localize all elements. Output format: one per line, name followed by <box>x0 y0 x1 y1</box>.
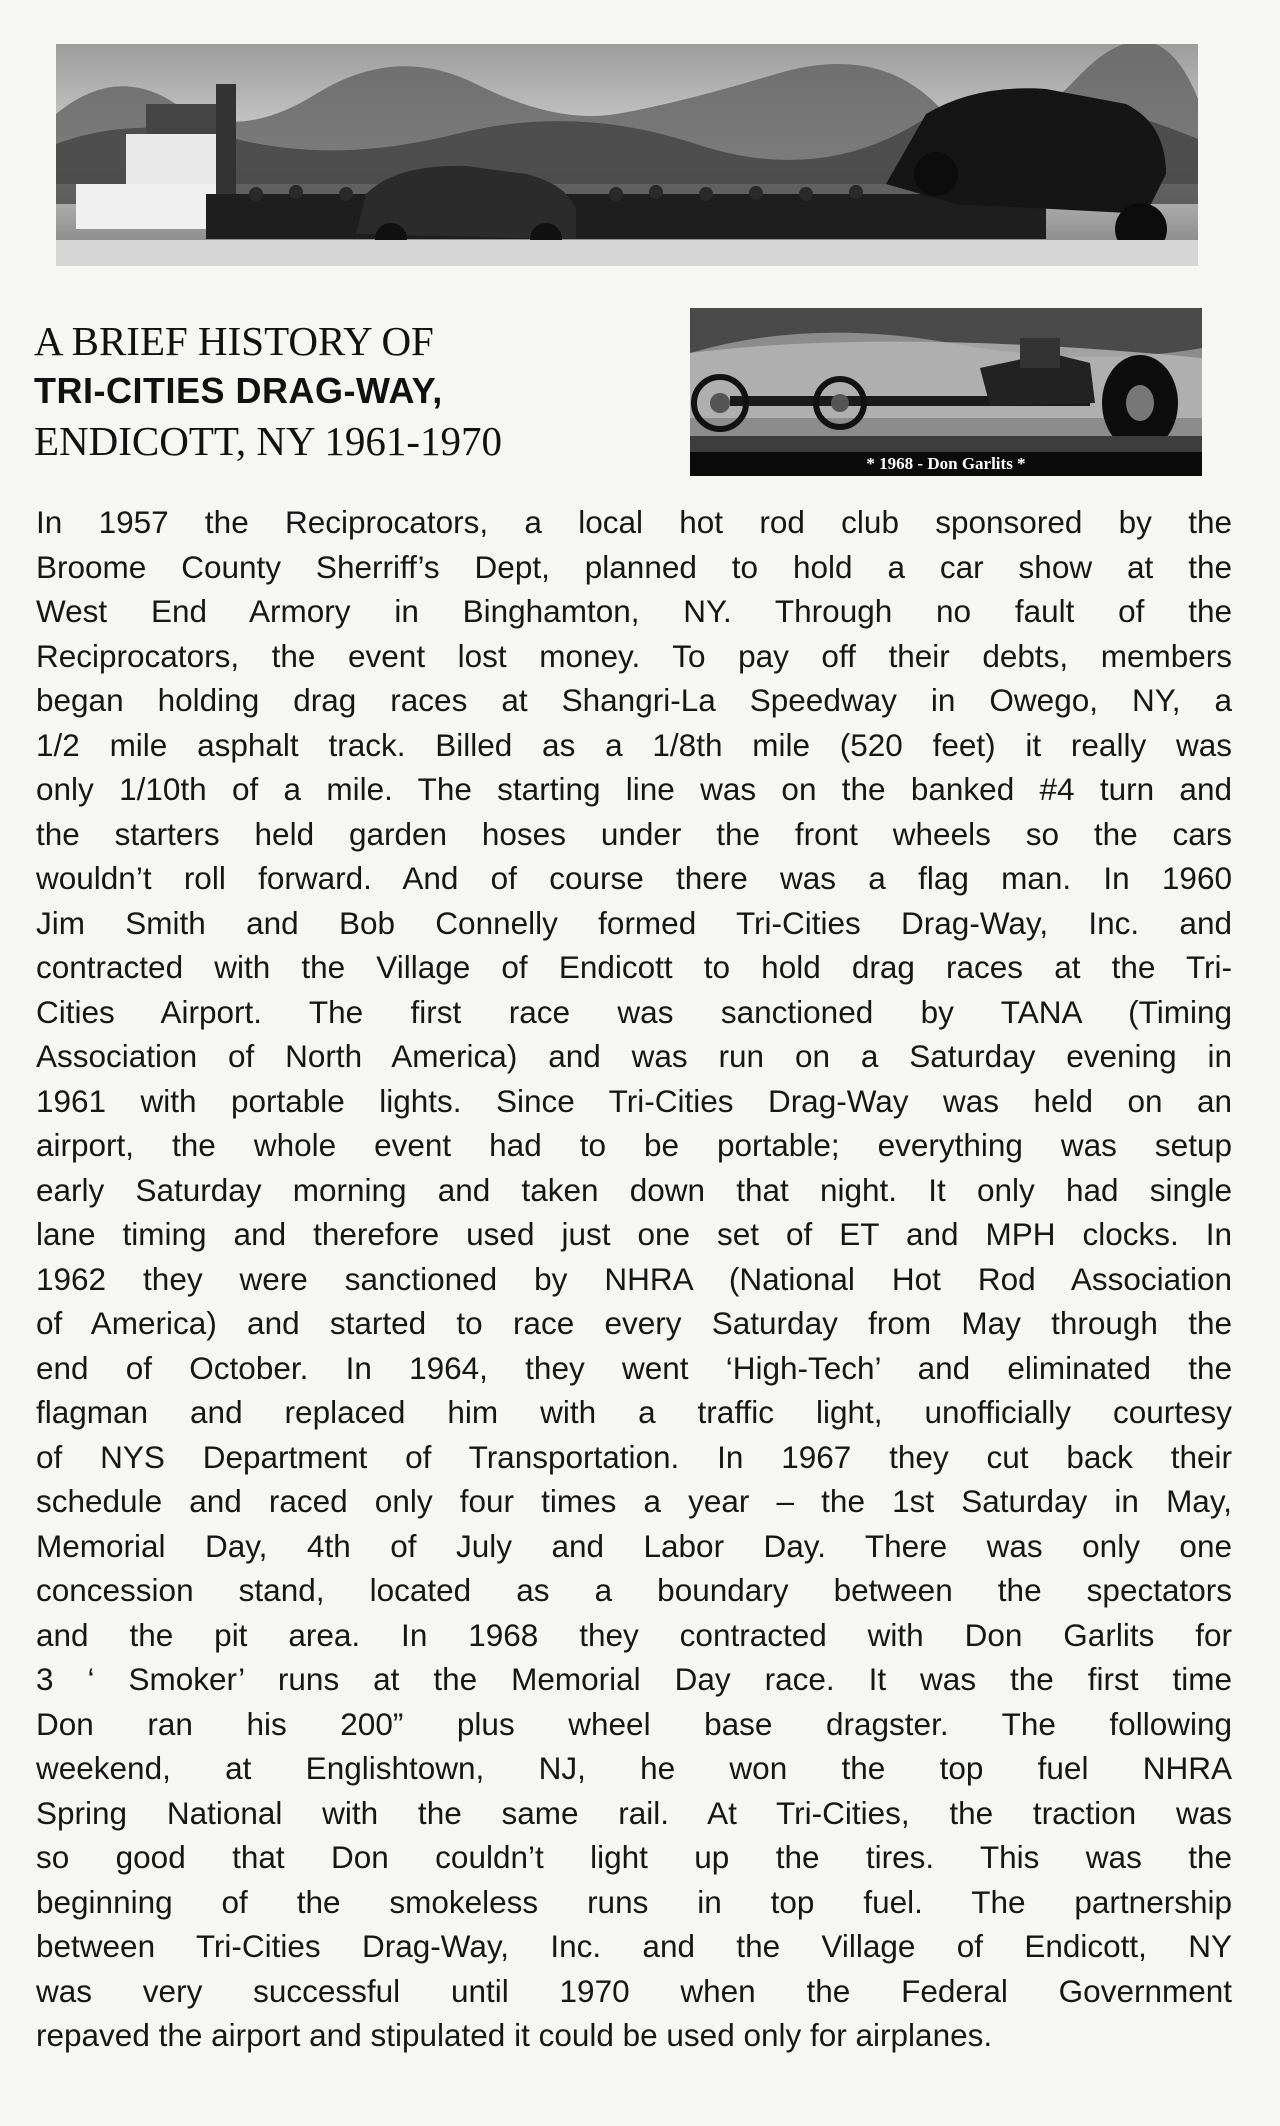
body-line: was very successful until 1970 when the Federal Government <box>36 1972 1232 2009</box>
body-line: Association of North America) and was run on a Saturday evening in <box>36 1038 1232 1074</box>
body-line: West End Armory in Binghamton, NY. Through no fault of the <box>36 593 1232 629</box>
article-body <box>36 500 1232 2058</box>
body-line: the starters held garden hoses under the front wheels so the cars <box>36 815 1232 852</box>
body-line: flagman and replaced him with a traffic light, unofficially courtesy <box>36 1394 1232 1430</box>
dragster-photo-image <box>690 308 1202 476</box>
title-line-1: A BRIEF HISTORY OF <box>34 318 434 364</box>
body-line: In 1957 the Reciprocators, a local hot rod club sponsored by the <box>36 504 1232 540</box>
title-line-2: TRI-CITIES DRAG-WAY, <box>34 370 443 411</box>
body-line: beginning of the smokeless runs in top fuel. The partnership <box>36 1883 1232 1920</box>
body-line: began holding drag races at Shangri-La Speedway in Owego, NY, a <box>36 682 1232 718</box>
body-line: only 1/10th of a mile. The starting line was on the banked #4 turn and <box>36 771 1232 807</box>
body-line: 3 ‘ Smoker’ runs at the Memorial Day race. It was the first time <box>36 1661 1232 1697</box>
body-line: contracted with the Village of Endicott to hold drag races at the Tri- <box>36 949 1232 985</box>
dragster-photo <box>690 308 1202 476</box>
body-line: end of October. In 1964, they went ‘High-Tech’ and eliminated the <box>36 1349 1232 1386</box>
body-line: Memorial Day, 4th of July and Labor Day. There was only one <box>36 1527 1232 1564</box>
body-line: early Saturday morning and taken down that night. It only had single <box>36 1171 1232 1208</box>
body-line: so good that Don couldn’t light up the tires. This was the <box>36 1839 1232 1875</box>
banner-photo <box>56 44 1198 266</box>
body-line: lane timing and therefore used just one set of ET and MPH clocks. In <box>36 1216 1232 1252</box>
body-line: 1962 they were sanctioned by NHRA (National Hot Rod Association <box>36 1260 1232 1297</box>
title-line-3: ENDICOTT, NY 1961-1970 <box>34 418 503 464</box>
body-line: Spring National with the same rail. At Tri-Cities, the traction was <box>36 1794 1232 1831</box>
body-line: repaved the airport and stipulated it could be used only for airplanes. <box>36 2017 993 2053</box>
body-line: concession stand, located as a boundary between the spectators <box>36 1572 1232 1608</box>
photo-caption: * 1968 - Don Garlits * <box>690 452 1202 476</box>
body-line: Reciprocators, the event lost money. To pay off their debts, members <box>36 637 1232 674</box>
body-line: schedule and raced only four times a year – the 1st Saturday in May, <box>36 1483 1232 1519</box>
body-line: Don ran his 200” plus wheel base dragster. The following <box>36 1705 1232 1742</box>
body-line: Cities Airport. The first race was sanctioned by TANA (Timing <box>36 993 1232 1030</box>
body-line: 1/2 mile asphalt track. Billed as a 1/8th mile (520 feet) it really was <box>36 726 1232 763</box>
body-line: wouldn’t roll forward. And of course there was a flag man. In 1960 <box>36 860 1232 896</box>
article-title <box>34 316 674 466</box>
body-line: of NYS Department of Transportation. In 1967 they cut back their <box>36 1438 1232 1475</box>
body-line: between Tri-Cities Drag-Way, Inc. and the Village of Endicott, NY <box>36 1928 1232 1964</box>
body-line: weekend, at Englishtown, NJ, he won the top fuel NHRA <box>36 1750 1232 1786</box>
body-line: 1961 with portable lights. Since Tri-Cities Drag-Way was held on an <box>36 1082 1232 1119</box>
body-line: of America) and started to race every Saturday from May through the <box>36 1305 1232 1341</box>
body-line: and the pit area. In 1968 they contracted with Don Garlits for <box>36 1616 1232 1653</box>
body-line: Jim Smith and Bob Connelly formed Tri-Cities Drag-Way, Inc. and <box>36 904 1232 941</box>
banner-photo-image <box>56 44 1198 266</box>
body-line: Broome County Sherriff’s Dept, planned to hold a car show at the <box>36 548 1232 585</box>
body-line: airport, the whole event had to be portable; everything was setup <box>36 1127 1232 1163</box>
